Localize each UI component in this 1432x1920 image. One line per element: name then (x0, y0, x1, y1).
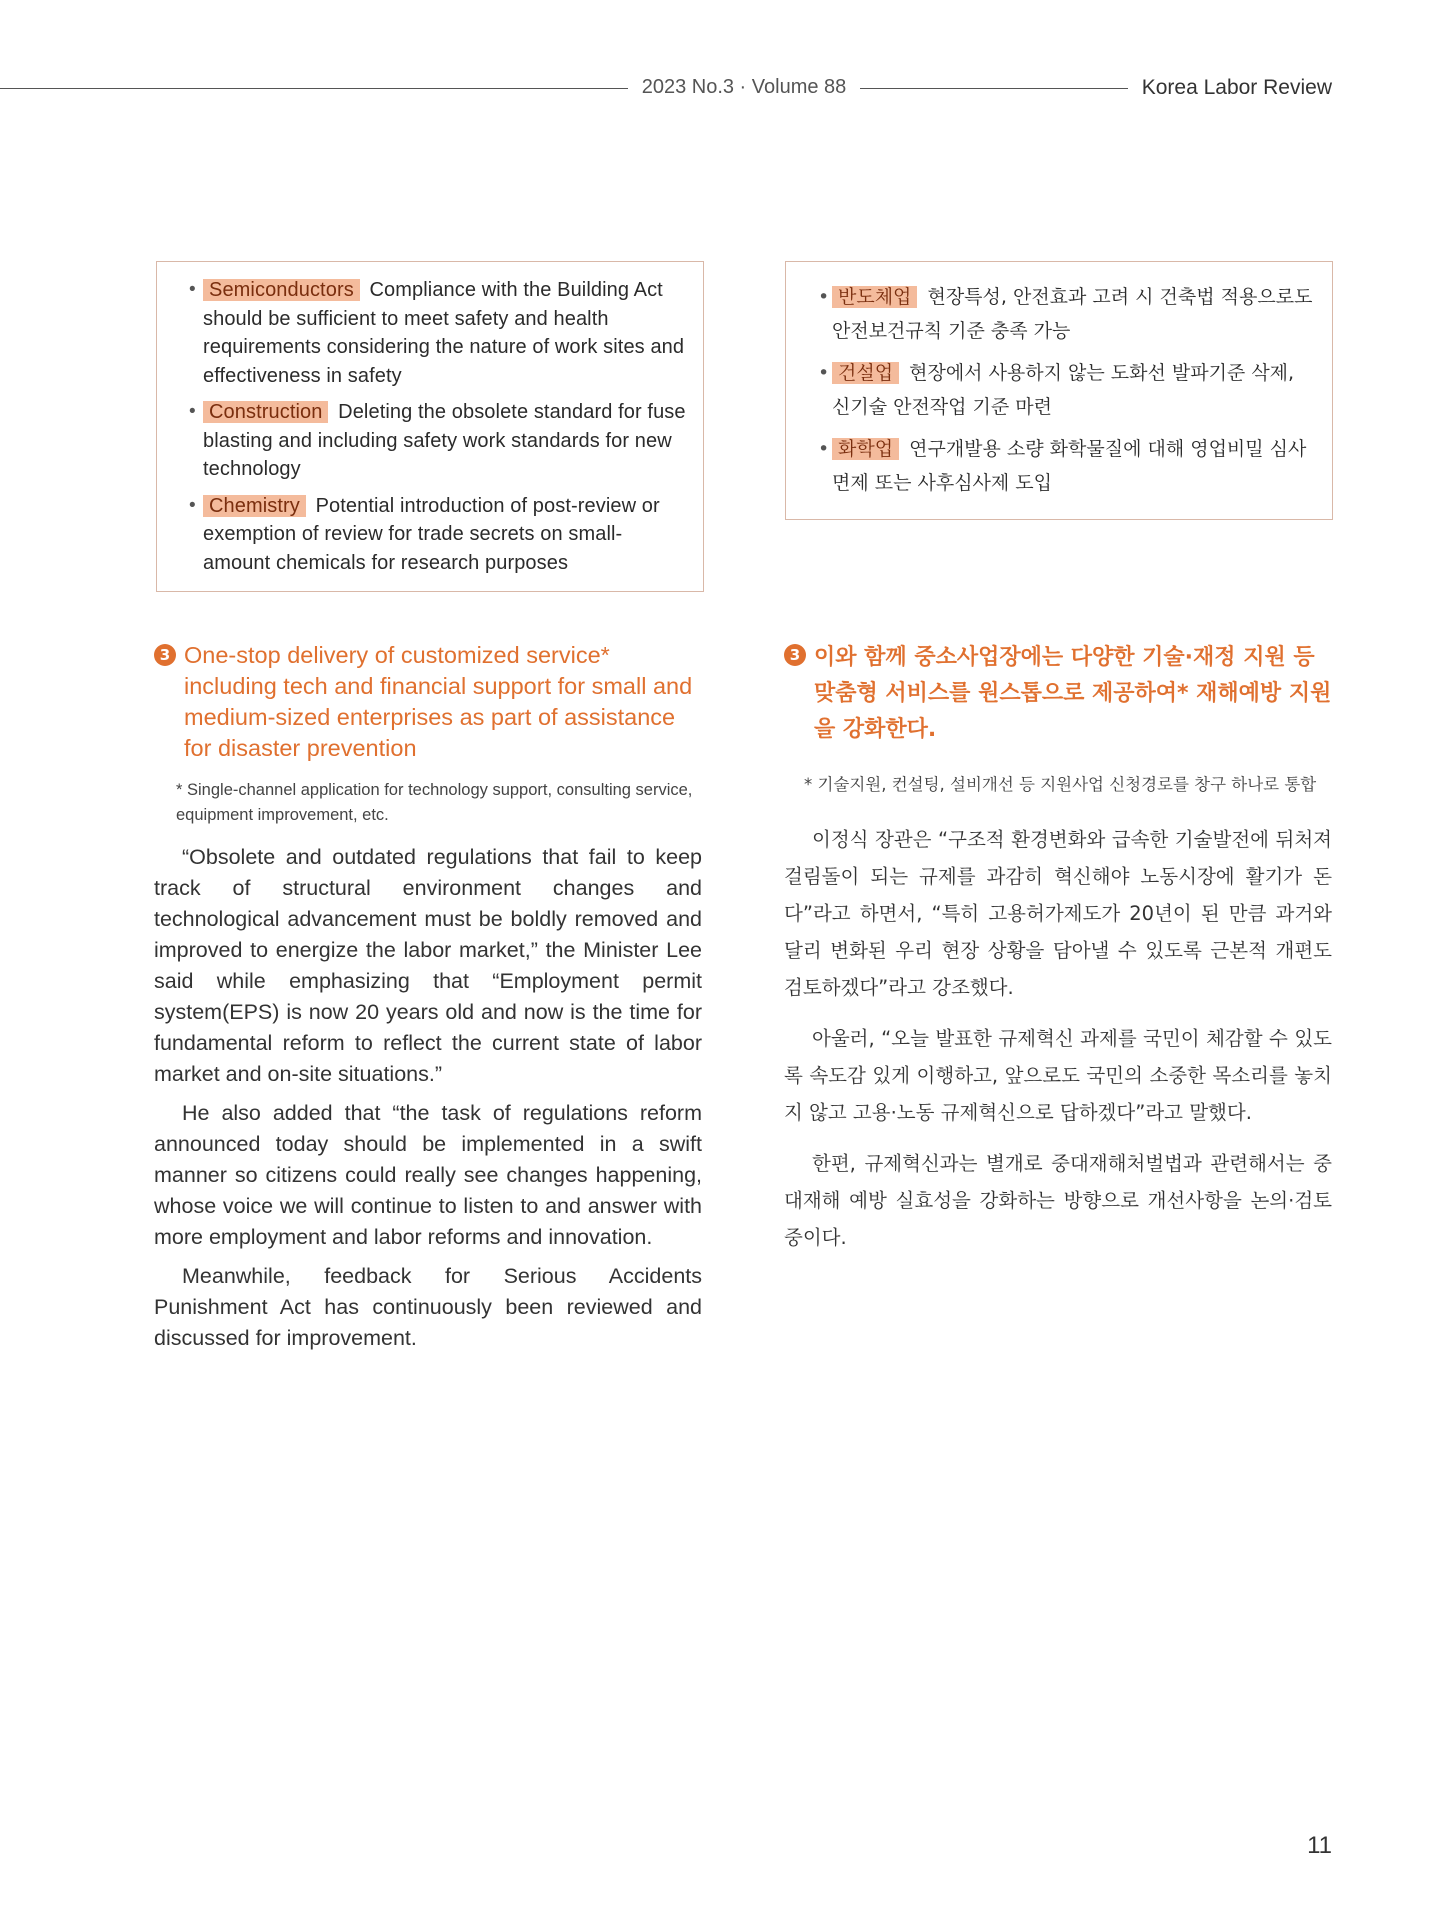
body-paragraph: 한편, 규제혁신과는 별개로 중대재해처벌법과 관련해서는 중대재해 예방 실효성을 강화하는 방향으로 개선사항을 논의·검토 중이다. (784, 1152, 1332, 1249)
english-column (154, 640, 702, 1362)
korean-column (784, 640, 1332, 1270)
sector-text: 연구개발용 소량 화학물질에 대해 영업비밀 심사 면제 또는 사후심사제 도입 (832, 438, 1307, 494)
body-paragraph: He also added that “the task of regulations reform announced today should be implemented in a swift manner so citizens could really see changes happening, whose voice we will continue to listen to and answer with more employment and labor reforms and innovation. (154, 1101, 702, 1249)
list-item (802, 432, 1316, 500)
sector-tag: Construction (203, 401, 328, 423)
bullet-icon: • (818, 286, 830, 308)
bullet-icon: • (189, 279, 196, 300)
list-item (173, 276, 687, 390)
sector-tag: Semiconductors (203, 279, 360, 301)
footnote: * Single-channel application for technology support, consulting service, equipment improvement, etc. (176, 781, 693, 824)
issue-info: 2023 No.3 · Volume 88 (641, 76, 847, 98)
sector-box-english (156, 261, 704, 592)
list-item (802, 356, 1316, 424)
sector-text: 현장에서 사용하지 않는 도화선 발파기준 삭제, 신기술 안전작업 기준 마련 (832, 362, 1295, 418)
sector-text: Deleting the obsolete standard for fuse blasting and including safety work standards for new technology (203, 401, 686, 480)
body-paragraph: 이정식 장관은 “구조적 환경변화와 급속한 기술발전에 뒤처져 걸림돌이 되는 규제를 과감히 혁신해야 노동시장에 활기가 돈다”라고 하면서, “특히 고용허가제도가 20년이 된 만큼 과거와 달리 변화된 우리 현장 상황을 담아낼 수 있도록 근본적 개편도 검토하겠다”라고 강조했다. (784, 828, 1332, 999)
section-heading (784, 640, 1332, 748)
list-item (173, 398, 687, 484)
journal-title: Korea Labor Review (1141, 76, 1332, 99)
sector-text: Compliance with the Building Act should be sufficient to meet safety and health requirements considering the nature of work sites and effectiveness in safety (203, 279, 685, 387)
bullet-icon: • (818, 362, 830, 384)
list-item (802, 280, 1316, 348)
section-title: One-stop delivery of customized service* including tech and financial support for small and medium-sized enterprises as part of assistance for disaster prevention (184, 642, 693, 761)
section-number-badge: 3 (154, 644, 176, 666)
bullet-icon: • (818, 438, 830, 460)
sector-text: Potential introduction of post-review or exemption of review for trade secrets on small-amount chemicals for research purposes (203, 494, 660, 574)
sector-tag: Chemistry (203, 495, 306, 517)
sector-tag: 반도체업 (832, 286, 917, 308)
footnote: * 기술지원, 컨설팅, 설비개선 등 지원사업 신청경로를 창구 하나로 통합 (804, 775, 1317, 794)
section-heading (154, 640, 702, 764)
sector-text: 현장특성, 안전효과 고려 시 건축법 적용으로도 안전보건규칙 기준 충족 가능 (832, 286, 1313, 342)
sector-tag: 화학업 (832, 438, 899, 460)
section-number-badge: 3 (784, 644, 806, 666)
page-number: 11 (1307, 1832, 1332, 1859)
sector-tag: 건설업 (832, 362, 899, 384)
body-paragraph: “Obsolete and outdated regulations that fail to keep track of structural environment changes and technological advancement must be boldly removed and improved to energize the labor market,” the Minister Lee said while emphasizing that “Employment permit system(EPS) is now 20 years old and now is the time for fundamental reform to reflect the current state of labor market and on-site situations.” (154, 845, 702, 1086)
bullet-icon: • (189, 401, 196, 422)
bullet-icon: • (189, 494, 196, 516)
body-paragraph: 아울러, “오늘 발표한 규제혁신 과제를 국민이 체감할 수 있도록 속도감 있게 이행하고, 앞으로도 국민의 소중한 목소리를 놓치지 않고 고용·노동 규제혁신으로 답하겠다”라고 말했다. (784, 1027, 1332, 1124)
header-rule-left (0, 88, 628, 89)
section-title: 이와 함께 중소사업장에는 다양한 기술·재정 지원 등 맞춤형 서비스를 원스톱으로 제공하여* 재해예방 지원을 강화한다. (814, 645, 1332, 742)
sector-box-korean (785, 261, 1333, 520)
header-rule-right (860, 88, 1128, 89)
list-item (173, 492, 687, 578)
body-paragraph: Meanwhile, feedback for Serious Accidents Punishment Act has continuously been reviewed and discussed for improvement. (154, 1264, 702, 1350)
